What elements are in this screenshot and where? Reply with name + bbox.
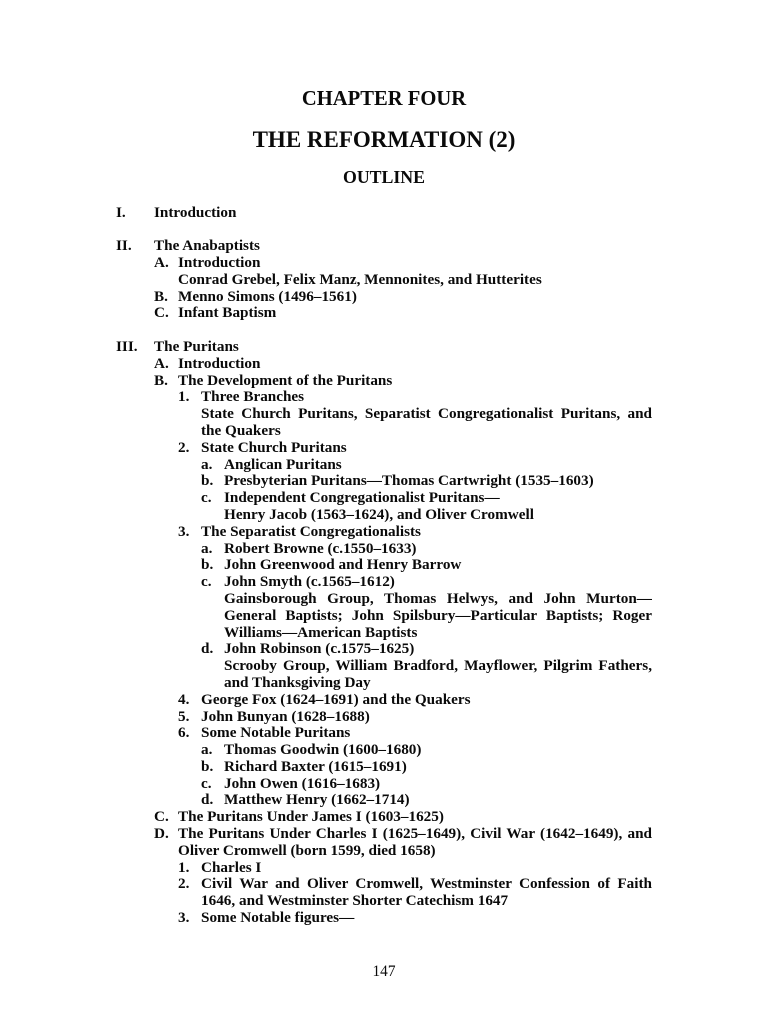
continuation-line: Henry Jacob (1563–1624), and Oliver Cromwell xyxy=(224,505,534,523)
outline-line xyxy=(0,356,768,373)
outline-line xyxy=(0,440,768,457)
outline-line xyxy=(0,507,768,524)
subsection-letter: B. xyxy=(154,371,168,389)
outline-line xyxy=(0,591,768,608)
outline-line xyxy=(0,205,768,222)
outline-line xyxy=(0,608,768,625)
outline-line xyxy=(0,406,768,423)
subtopic-title: Anglican Puritans xyxy=(224,455,342,473)
outline-line xyxy=(0,692,768,709)
outline-line xyxy=(0,893,768,910)
subsection-letter: D. xyxy=(154,825,169,843)
section-numeral: II. xyxy=(116,237,132,255)
outline-line xyxy=(0,641,768,658)
page-number: 147 xyxy=(372,962,396,980)
outline-line xyxy=(0,423,768,440)
outline-line xyxy=(0,305,768,322)
outline-line xyxy=(0,490,768,507)
outline-line xyxy=(0,843,768,860)
continuation-line: General Baptists; John Spilsbury—Particular Baptists; Roger xyxy=(224,607,652,624)
outline-line xyxy=(0,272,768,289)
subsection-title: The Puritans Under James I (1603–1625) xyxy=(178,808,444,826)
outline-line xyxy=(0,625,768,642)
outline-line xyxy=(0,541,768,558)
blank-line xyxy=(0,221,768,238)
subtopic-title: Richard Baxter (1615–1691) xyxy=(224,757,407,775)
topic-title: The Separatist Congregationalists xyxy=(201,522,421,540)
subtopic-letter: b. xyxy=(201,472,214,490)
outline-heading: OUTLINE xyxy=(342,167,425,187)
subtopic-title: Robert Browne (c.1550–1633) xyxy=(224,539,417,557)
subtopic-letter: c. xyxy=(201,774,212,792)
subtopic-title: Matthew Henry (1662–1714) xyxy=(224,791,410,809)
subtopic-letter: d. xyxy=(201,640,214,658)
subtopic-letter: a. xyxy=(201,741,213,759)
outline-list xyxy=(0,205,768,927)
subtopic-letter: d. xyxy=(201,791,214,809)
outline-line xyxy=(0,238,768,255)
subsection-title: Introduction xyxy=(178,253,261,271)
blank-line xyxy=(0,322,768,339)
continuation-line: Scrooby Group, William Bradford, Mayflower, Pilgrim Fathers, xyxy=(224,658,652,675)
subtopic-title: Presbyterian Puritans—Thomas Cartwright (1535–1603) xyxy=(224,472,594,490)
topic-title: Some Notable Puritans xyxy=(201,724,351,742)
topic-number: 5. xyxy=(178,707,190,725)
subsection-title: The Puritans Under Charles I (1625–1649), Civil War (1642–1649), and xyxy=(178,826,652,843)
outline-line xyxy=(0,742,768,759)
topic-title: Three Branches xyxy=(201,388,305,406)
subsection-letter: C. xyxy=(154,304,169,322)
topic-title: Charles I xyxy=(201,858,262,876)
outline-line xyxy=(0,557,768,574)
subtopic-letter: c. xyxy=(201,489,212,507)
continuation-line: Gainsborough Group, Thomas Helwys, and John Murton— xyxy=(224,590,652,607)
subsection-title: Introduction xyxy=(178,354,261,372)
outline-line xyxy=(0,339,768,356)
outline-line xyxy=(0,524,768,541)
outline-line xyxy=(0,389,768,406)
outline-line xyxy=(0,910,768,927)
topic-title: State Church Puritans xyxy=(201,438,347,456)
subsection-letter: C. xyxy=(154,808,169,826)
subtopic-title: Thomas Goodwin (1600–1680) xyxy=(224,741,422,759)
topic-number: 4. xyxy=(178,690,190,708)
subsection-title: Menno Simons (1496–1561) xyxy=(178,287,357,305)
outline-line xyxy=(0,675,768,692)
continuation-line: Williams—American Baptists xyxy=(224,623,418,641)
outline-line xyxy=(0,473,768,490)
outline-line xyxy=(0,860,768,877)
outline-line xyxy=(0,574,768,591)
topic-title: George Fox (1624–1691) and the Quakers xyxy=(201,690,471,708)
outline-line xyxy=(0,809,768,826)
subtopic-title: John Owen (1616–1683) xyxy=(224,774,381,792)
section-numeral: III. xyxy=(116,337,138,355)
topic-number: 3. xyxy=(178,909,190,927)
outline-line xyxy=(0,776,768,793)
subsection-letter: B. xyxy=(154,287,168,305)
subtopic-title: Independent Congregationalist Puritans— xyxy=(224,489,500,507)
topic-number: 6. xyxy=(178,724,190,742)
topic-number: 2. xyxy=(178,438,190,456)
outline-line xyxy=(0,792,768,809)
outline-line xyxy=(0,709,768,726)
continuation-line: State Church Puritans, Separatist Congregationalist Puritans, and xyxy=(201,406,652,423)
topic-number: 3. xyxy=(178,522,190,540)
outline-line xyxy=(0,289,768,306)
section-title: The Puritans xyxy=(154,337,239,355)
outline-line xyxy=(0,457,768,474)
continuation-line: the Quakers xyxy=(201,421,281,439)
continuation-line: 1646, and Westminster Shorter Catechism 1647 xyxy=(201,892,509,910)
topic-number: 1. xyxy=(178,388,190,406)
subsection-title: Infant Baptism xyxy=(178,304,277,322)
continuation-line: Conrad Grebel, Felix Manz, Mennonites, and Hutterites xyxy=(178,270,542,288)
topic-title: John Bunyan (1628–1688) xyxy=(201,707,370,725)
outline-line xyxy=(0,759,768,776)
section-title: Introduction xyxy=(154,203,237,221)
subtopic-letter: a. xyxy=(201,455,213,473)
topic-title: Some Notable figures— xyxy=(201,909,355,927)
outline-line xyxy=(0,725,768,742)
topic-title: Civil War and Oliver Cromwell, Westminster Confession of Faith xyxy=(201,876,652,893)
subtopic-letter: b. xyxy=(201,556,214,574)
subtopic-letter: c. xyxy=(201,573,212,591)
outline-line xyxy=(0,658,768,675)
subsection-letter: A. xyxy=(154,253,169,271)
chapter-label: CHAPTER FOUR xyxy=(301,87,467,110)
continuation-line: and Thanksgiving Day xyxy=(224,673,371,691)
continuation-line: Oliver Cromwell (born 1599, died 1658) xyxy=(178,841,436,859)
subsection-title: The Development of the Puritans xyxy=(178,371,393,389)
subtopic-title: John Robinson (c.1575–1625) xyxy=(224,640,415,658)
topic-number: 2. xyxy=(178,875,190,893)
subtopic-letter: b. xyxy=(201,757,214,775)
section-numeral: I. xyxy=(116,203,126,221)
subtopic-title: John Smyth (c.1565–1612) xyxy=(224,573,395,591)
subtopic-letter: a. xyxy=(201,539,213,557)
outline-line xyxy=(0,255,768,272)
outline-line xyxy=(0,876,768,893)
outline-line xyxy=(0,373,768,390)
topic-number: 1. xyxy=(178,858,190,876)
chapter-title: THE REFORMATION (2) xyxy=(252,127,516,153)
subsection-letter: A. xyxy=(154,354,169,372)
subtopic-title: John Greenwood and Henry Barrow xyxy=(224,556,462,574)
outline-line xyxy=(0,826,768,843)
section-title: The Anabaptists xyxy=(154,237,260,255)
